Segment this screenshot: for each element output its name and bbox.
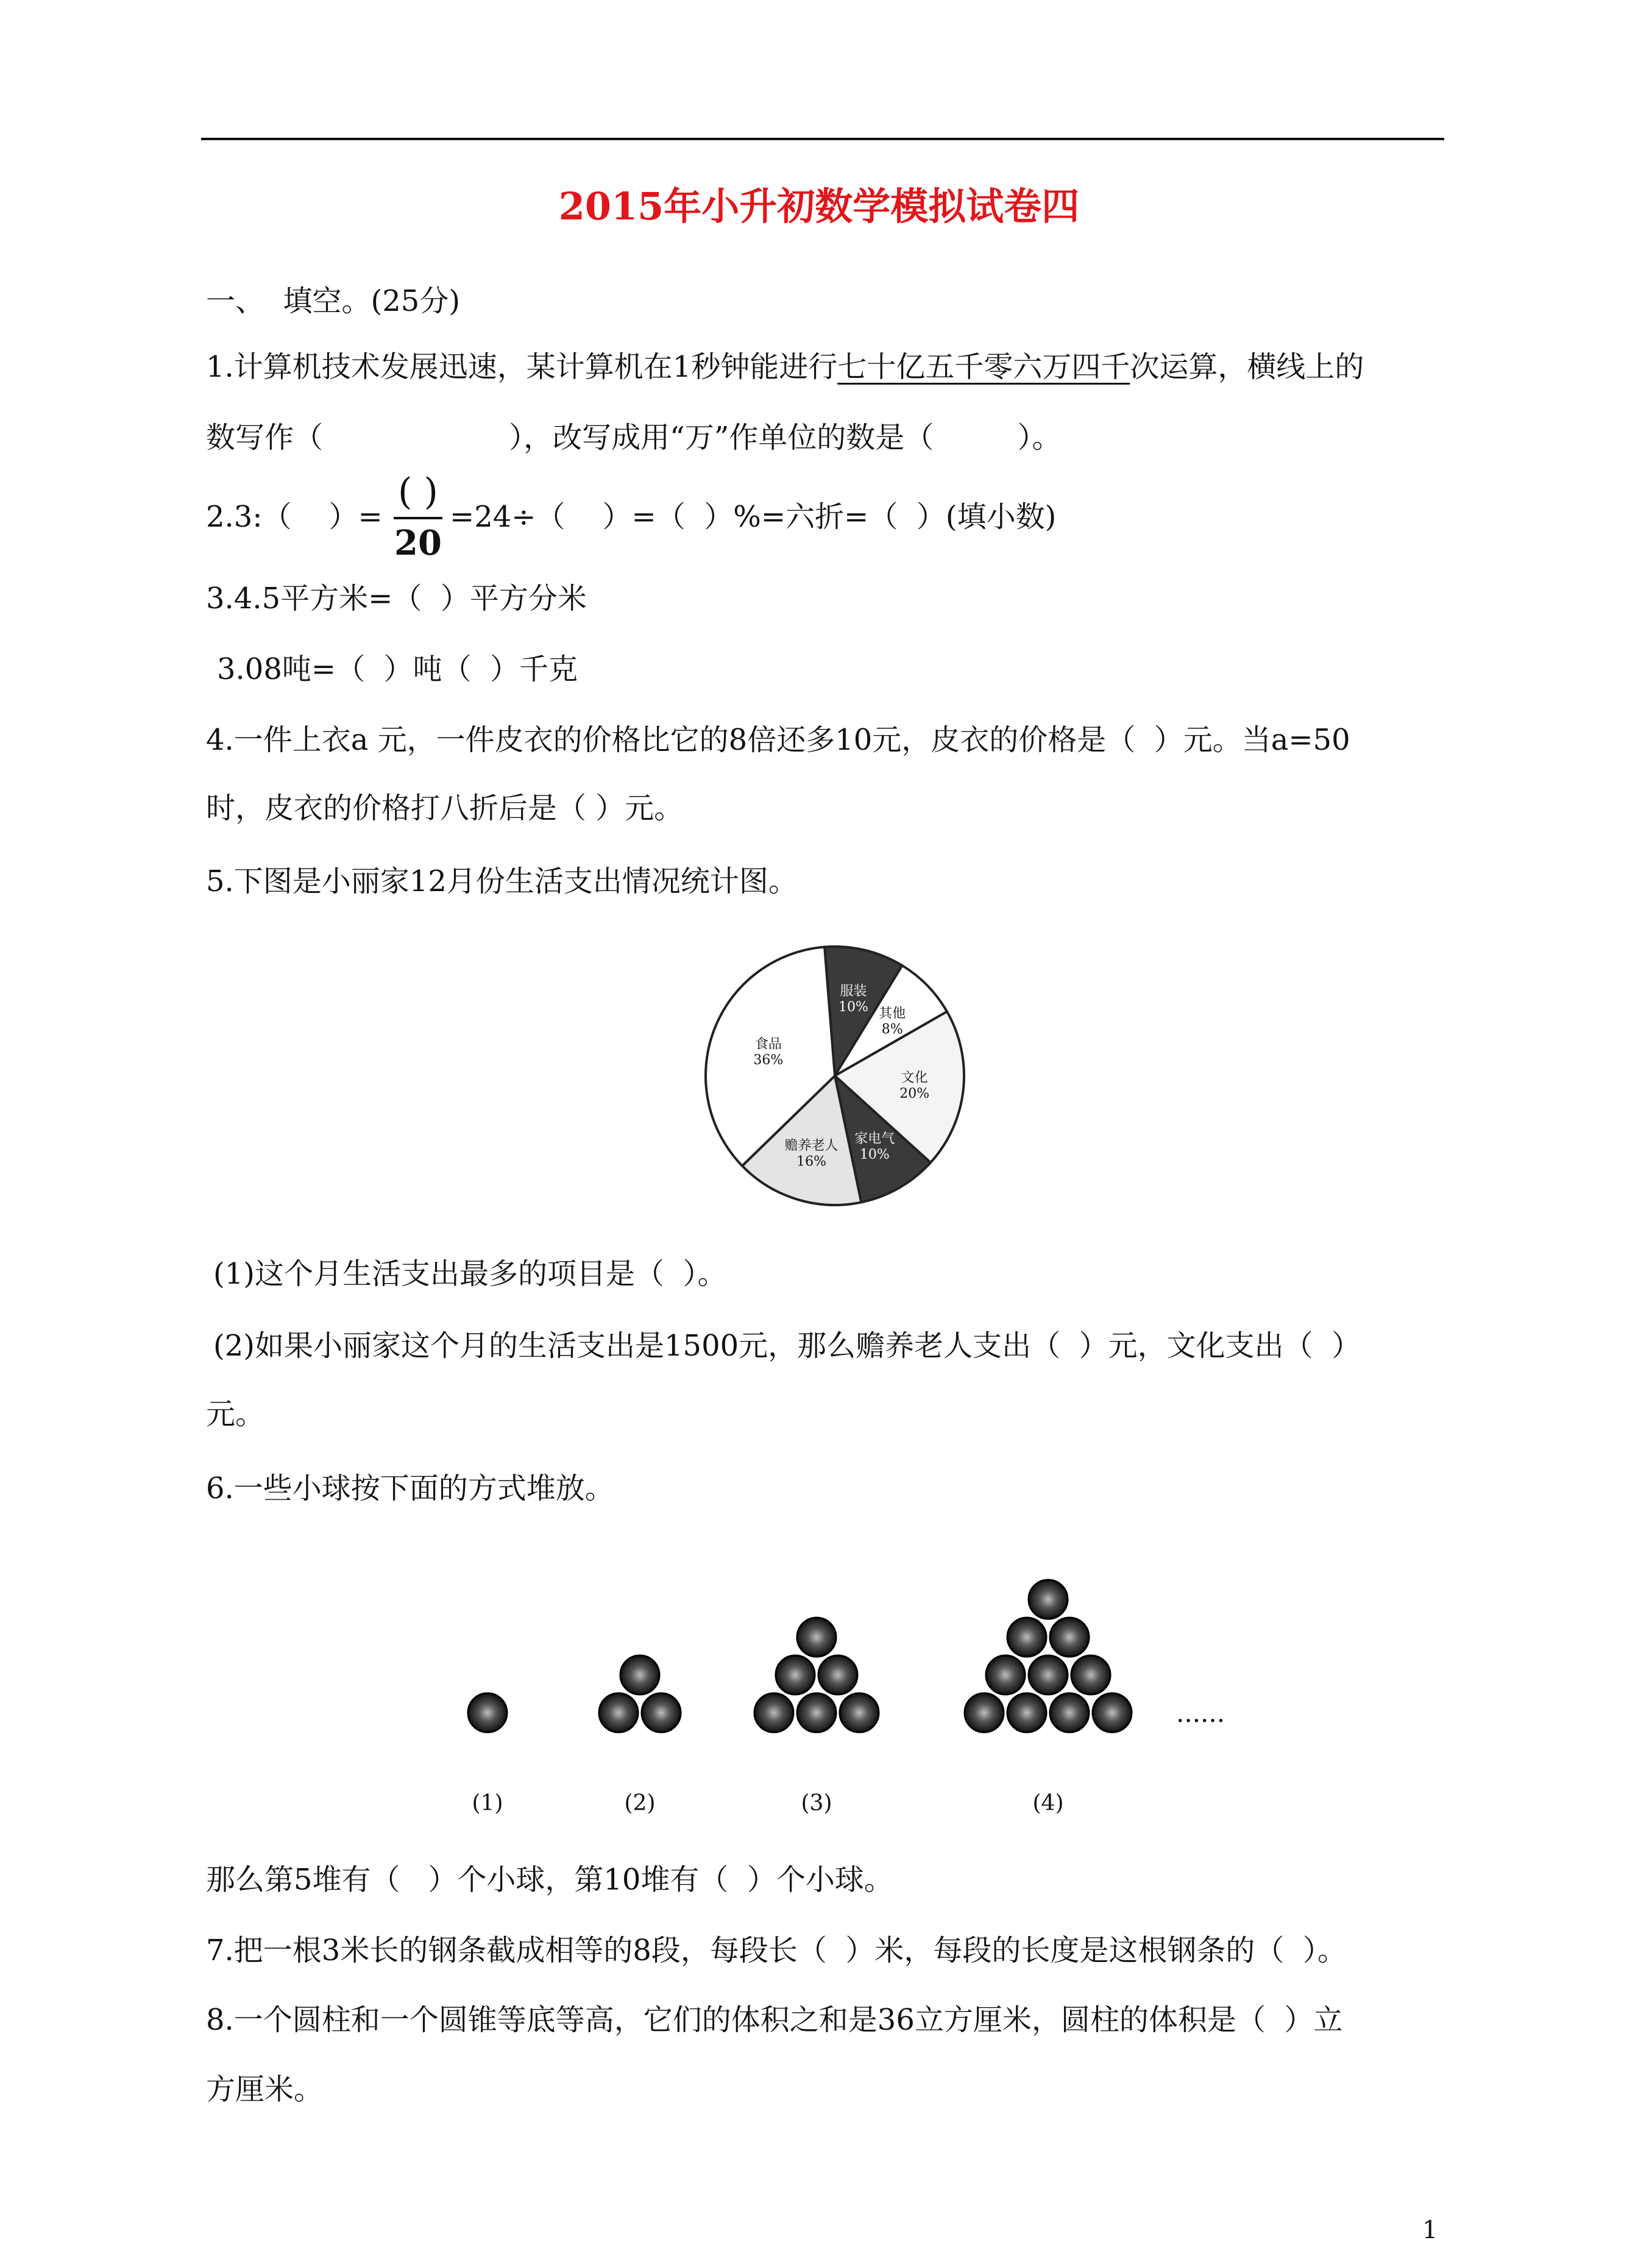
fraction-bar (394, 517, 442, 519)
fraction-numerator: ( ) (398, 471, 438, 513)
ball (1029, 1655, 1068, 1694)
question-2-suffix: =24÷（ ）=（ ）%=六折=（ ）(填小数) (450, 500, 1057, 534)
pie-slice-label-4: 赡养老人 (784, 1138, 838, 1154)
ball (620, 1655, 659, 1694)
question-5-sub-2: (2)如果小丽家这个月的生活支出是1500元，那么赡养老人支出（ ）元，文化支出（ ） (213, 1329, 1361, 1363)
ball (1071, 1655, 1110, 1694)
question-2-prefix: 2.3:（ ）= (206, 500, 383, 534)
pie-slice-label-0: 服装 (840, 984, 867, 1000)
ball (468, 1693, 507, 1732)
question-4-line-1: 4.一件上衣a 元，一件皮衣的价格比它的8倍还多10元，皮衣的价格是（ ）元。当a=50 (206, 723, 1350, 757)
question-8-line-1: 8.一个圆柱和一个圆锥等底等高，它们的体积之和是36立方厘米，圆柱的体积是（ ）立 (206, 2003, 1343, 2037)
question-8-line-2: 方厘米。 (206, 2072, 324, 2106)
page-title: 2015年小升初数学模拟试卷四 (558, 184, 1080, 229)
q1-prefix: 1.计算机技术发展迅速，某计算机在1秒钟能进行 (206, 350, 838, 384)
ball (840, 1693, 879, 1732)
ball (1007, 1618, 1046, 1657)
pile-label: (3) (801, 1791, 832, 1816)
ball (986, 1655, 1025, 1694)
pie-slice-value-1: 8% (881, 1022, 903, 1037)
ball (776, 1655, 815, 1694)
ball-piles-figure (451, 1512, 1243, 1829)
pie-slice-value-0: 10% (838, 1000, 868, 1015)
header-rule (201, 138, 1444, 140)
ball (818, 1655, 857, 1694)
question-6-intro: 6.一些小球按下面的方式堆放。 (206, 1471, 614, 1505)
pie-slice-value-4: 16% (796, 1154, 826, 1170)
expense-pie-chart (695, 936, 975, 1216)
pie-slice-value-5: 36% (753, 1052, 784, 1068)
ball (1093, 1693, 1132, 1732)
pie-slice-value-3: 10% (859, 1147, 890, 1163)
question-5-sub-2-cont: 元。 (206, 1397, 265, 1431)
question-3-line-2: 3.08吨=（ ）吨（ ）千克 (217, 652, 578, 686)
question-6-question: 那么第5堆有（ ）个小球，第10堆有（ ）个小球。 (206, 1863, 893, 1897)
question-3-line-1: 3.4.5平方米=（ ）平方分米 (206, 581, 587, 616)
pie-slice-label-5: 食品 (754, 1036, 782, 1052)
pile-label: (1) (472, 1791, 503, 1816)
question-5-intro: 5.下图是小丽家12月份生活支出情况统计图。 (206, 864, 798, 898)
pile-label: (2) (624, 1791, 656, 1816)
question-4-line-2: 时，皮衣的价格打八折后是（ ）元。 (206, 791, 684, 825)
question-7: 7.把一根3米长的钢条截成相等的8段，每段长（ ）米，每段的长度是这根钢条的（ ）。 (206, 1933, 1347, 1968)
q1-suffix: 次运算，横线上的 (1130, 350, 1364, 384)
pie-slice-label-2: 文化 (901, 1070, 928, 1086)
pie-slice-label-1: 其他 (879, 1006, 906, 1022)
ball (1029, 1580, 1068, 1619)
ball (599, 1693, 638, 1732)
fraction-denominator: 20 (394, 523, 442, 563)
ellipsis: ...... (1176, 1698, 1225, 1728)
section-heading: 一、 填空。(25分) (206, 284, 461, 318)
ball (642, 1693, 681, 1732)
ball (1007, 1693, 1046, 1732)
page-number: 1 (1422, 2216, 1438, 2244)
pile-label: (4) (1032, 1791, 1064, 1816)
q1-underlined-number: 七十亿五千零六万四千 (837, 350, 1130, 384)
question-5-sub-1: (1)这个月生活支出最多的项目是（ ）。 (213, 1257, 727, 1291)
pie-slice-label-3: 家电气 (854, 1131, 895, 1147)
ball (797, 1618, 836, 1657)
pie-slice-value-2: 20% (899, 1086, 930, 1102)
fraction (388, 471, 448, 562)
ball (1050, 1693, 1089, 1732)
ball (965, 1693, 1004, 1732)
question-1-line-1 (206, 352, 1364, 382)
ball (797, 1693, 836, 1732)
ball (1050, 1618, 1089, 1657)
question-1-line-2: 数写作（ ），改写成用“万”作单位的数是（ ）。 (206, 421, 1062, 455)
ball (754, 1693, 793, 1732)
